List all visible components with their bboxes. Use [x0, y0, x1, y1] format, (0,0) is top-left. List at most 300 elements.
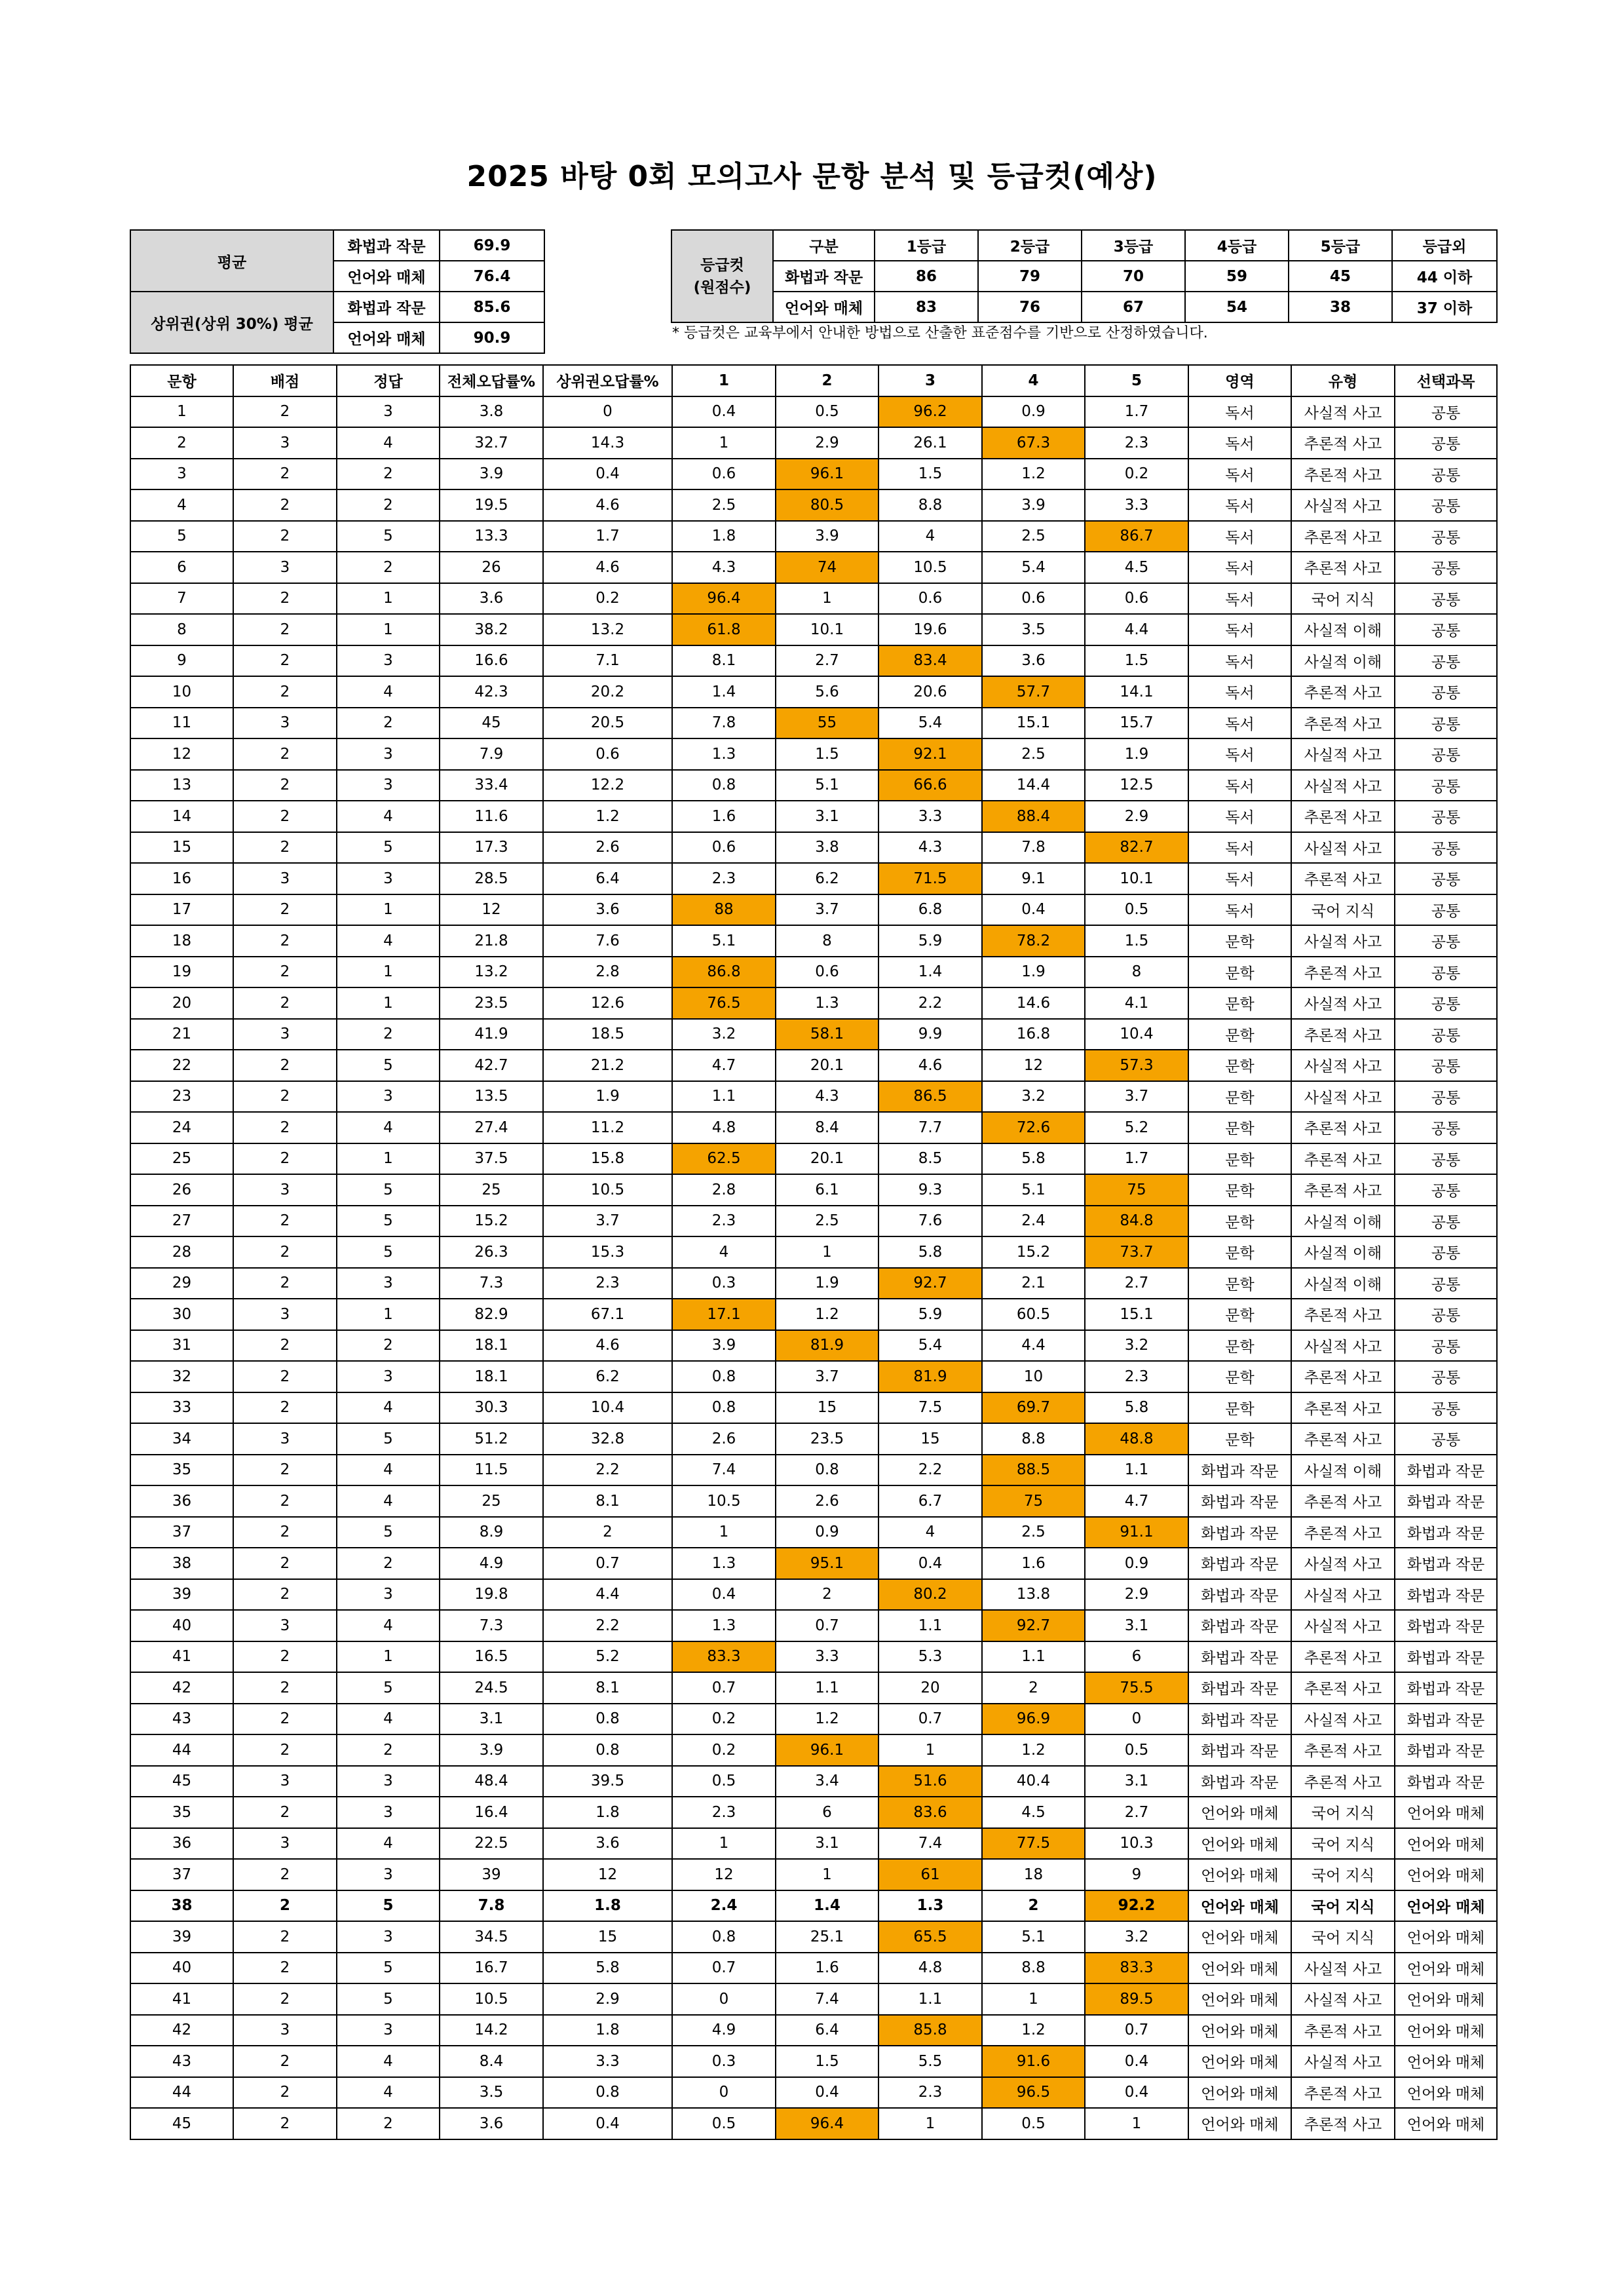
- choice-rate-cell: 1: [672, 1517, 776, 1548]
- table-cell: 추론적 사고: [1291, 2015, 1395, 2046]
- table-cell: 0.8: [543, 2077, 672, 2109]
- table-cell: 34.5: [440, 1921, 543, 1953]
- table-cell: 21.8: [440, 925, 543, 957]
- choice-rate-cell: 0.5: [672, 2108, 776, 2139]
- table-cell: 4.6: [543, 1330, 672, 1362]
- choice-rate-cell: 92.2: [1085, 1890, 1188, 1922]
- page-title: 2025 바탕 0회 모의고사 문항 분석 및 등급컷(예상): [466, 160, 1158, 193]
- table-cell: 16.7: [440, 1953, 543, 1984]
- table-cell: 43: [130, 2046, 233, 2077]
- table-cell: 4: [337, 2077, 440, 2109]
- table-cell: 2: [337, 708, 440, 739]
- choice-rate-cell: 20: [878, 1672, 982, 1704]
- choice-rate-cell: 69.7: [982, 1392, 1085, 1424]
- choice-rate-cell: 5.6: [776, 676, 878, 708]
- table-cell: 추론적 사고: [1291, 1019, 1395, 1050]
- table-cell: 3.7: [543, 1206, 672, 1237]
- choice-rate-cell: 3.9: [776, 521, 878, 552]
- choice-rate-cell: 1.1: [1085, 1455, 1188, 1486]
- table-cell: 4: [337, 1610, 440, 1641]
- table-row: [130, 396, 1497, 428]
- choice-rate-cell: 2.9: [1085, 1579, 1188, 1611]
- table-cell: 문학: [1188, 1050, 1291, 1081]
- table-cell: 18: [130, 925, 233, 957]
- table-cell: 3: [337, 1766, 440, 1797]
- table-cell: 추론적 사고: [1291, 2108, 1395, 2139]
- table-cell: 언어와 매체: [1188, 1983, 1291, 2015]
- choice-rate-cell: 77.5: [982, 1828, 1085, 1860]
- table-cell: 추론적 사고: [1291, 552, 1395, 583]
- table-cell: 3: [337, 1921, 440, 1953]
- table-row: [130, 1610, 1497, 1641]
- table-cell: 5: [337, 1206, 440, 1237]
- table-cell: 화법과 작문: [1188, 1579, 1291, 1611]
- table-cell: 언어와 매체: [1395, 1983, 1497, 2015]
- table-cell: 2: [233, 583, 337, 615]
- table-cell: 사실적 사고: [1291, 1579, 1395, 1611]
- table-cell: 독서: [1188, 863, 1291, 894]
- choice-rate-cell: 23.5: [776, 1423, 878, 1455]
- choice-rate-cell: 4.7: [672, 1050, 776, 1081]
- table-cell: 언어와 매체: [1188, 2015, 1291, 2046]
- table-cell: 추론적 사고: [1291, 1174, 1395, 1206]
- choice-rate-cell: 40.4: [982, 1766, 1085, 1797]
- choice-rate-cell: 2: [776, 1579, 878, 1611]
- table-cell: 1: [337, 957, 440, 988]
- table-cell: 화법과 작문: [1188, 1610, 1291, 1641]
- choice-rate-cell: 1.5: [878, 459, 982, 490]
- choice-rate-cell: 0.5: [1085, 1734, 1188, 1766]
- choice-rate-cell: 2.3: [1085, 1361, 1188, 1392]
- average-value: 85.6: [440, 292, 544, 322]
- choice-rate-cell: 10.5: [672, 1485, 776, 1517]
- table-cell: 3: [233, 2015, 337, 2046]
- choice-rate-cell: 1.1: [776, 1672, 878, 1704]
- table-cell: 추론적 사고: [1291, 1517, 1395, 1548]
- table-cell: 화법과 작문: [1395, 1766, 1497, 1797]
- table-row: [130, 1112, 1497, 1143]
- table-cell: 사실적 사고: [1291, 1548, 1395, 1579]
- choice-rate-cell: 3.7: [1085, 1081, 1188, 1113]
- table-cell: 32.8: [543, 1423, 672, 1455]
- table-cell: 4: [337, 1485, 440, 1517]
- table-cell: 화법과 작문: [1395, 1455, 1497, 1486]
- choice-rate-cell: 2.4: [982, 1206, 1085, 1237]
- choice-rate-cell: 0.3: [672, 2046, 776, 2077]
- choice-rate-cell: 15.1: [982, 708, 1085, 739]
- table-cell: 30: [130, 1299, 233, 1330]
- choice-rate-cell: 14.6: [982, 987, 1085, 1019]
- table-cell: 32.7: [440, 427, 543, 459]
- table-cell: 37.5: [440, 1143, 543, 1175]
- choice-rate-cell: 0.7: [672, 1672, 776, 1704]
- table-cell: 38: [130, 1548, 233, 1579]
- choice-rate-cell: 1.3: [672, 1548, 776, 1579]
- table-cell: 38: [130, 1890, 233, 1922]
- table-cell: 24.5: [440, 1672, 543, 1704]
- choice-rate-cell: 4.3: [776, 1081, 878, 1113]
- table-cell: 4: [337, 2046, 440, 2077]
- table-cell: 공통: [1395, 614, 1497, 645]
- table-cell: 추론적 사고: [1291, 521, 1395, 552]
- cutoff-header: 5등급: [1289, 230, 1392, 261]
- choice-rate-cell: 0.2: [672, 1704, 776, 1735]
- table-cell: 추론적 사고: [1291, 1672, 1395, 1704]
- table-cell: 사실적 사고: [1291, 1953, 1395, 1984]
- table-cell: 공통: [1395, 894, 1497, 926]
- table-cell: 5.8: [543, 1953, 672, 1984]
- table-cell: 0.2: [543, 583, 672, 615]
- table-row: [130, 1953, 1497, 1984]
- table-cell: 공통: [1395, 1081, 1497, 1113]
- table-cell: 12.6: [543, 987, 672, 1019]
- table-cell: 14.3: [543, 427, 672, 459]
- table-cell: 13.2: [440, 957, 543, 988]
- choice-rate-cell: 88: [672, 894, 776, 926]
- table-cell: 82.9: [440, 1299, 543, 1330]
- table-cell: 공통: [1395, 1050, 1497, 1081]
- choice-rate-cell: 1.5: [776, 2046, 878, 2077]
- table-cell: 언어와 매체: [1395, 1921, 1497, 1953]
- choice-rate-cell: 48.8: [1085, 1423, 1188, 1455]
- table-cell: 사실적 사고: [1291, 1610, 1395, 1641]
- table-cell: 45: [130, 1766, 233, 1797]
- table-cell: 3.9: [440, 1734, 543, 1766]
- choice-rate-cell: 0.6: [672, 459, 776, 490]
- table-cell: 4: [130, 489, 233, 521]
- table-cell: 사실적 사고: [1291, 738, 1395, 770]
- table-cell: 2: [233, 1330, 337, 1362]
- table-row: [130, 645, 1497, 677]
- choice-rate-cell: 0.6: [982, 583, 1085, 615]
- table-cell: 1: [337, 1143, 440, 1175]
- table-cell: 45: [440, 708, 543, 739]
- table-cell: 공통: [1395, 1112, 1497, 1143]
- table-row: [130, 770, 1497, 801]
- table-cell: 화법과 작문: [1395, 1485, 1497, 1517]
- table-row: [130, 1423, 1497, 1455]
- table-cell: 국어 지식: [1291, 583, 1395, 615]
- table-cell: 화법과 작문: [1395, 1548, 1497, 1579]
- table-cell: 2: [233, 894, 337, 926]
- table-cell: 추론적 사고: [1291, 676, 1395, 708]
- table-cell: 공통: [1395, 1330, 1497, 1362]
- choice-rate-cell: 1.4: [878, 957, 982, 988]
- choice-rate-cell: 0.8: [672, 1392, 776, 1424]
- average-value: 90.9: [440, 322, 544, 353]
- choice-rate-cell: 75: [982, 1485, 1085, 1517]
- choice-rate-cell: 72.6: [982, 1112, 1085, 1143]
- table-cell: 35: [130, 1797, 233, 1828]
- choice-rate-cell: 55: [776, 708, 878, 739]
- table-cell: 25: [440, 1485, 543, 1517]
- choice-rate-cell: 75.5: [1085, 1672, 1188, 1704]
- table-cell: 추론적 사고: [1291, 1734, 1395, 1766]
- choice-rate-cell: 1.5: [776, 738, 878, 770]
- cutoff-header: 3등급: [1082, 230, 1185, 261]
- table-cell: 16.6: [440, 645, 543, 677]
- choice-rate-cell: 3.7: [776, 894, 878, 926]
- table-cell: 공통: [1395, 552, 1497, 583]
- cutoff-cell: 44 이하: [1392, 261, 1497, 292]
- choice-rate-cell: 88.5: [982, 1455, 1085, 1486]
- table-cell: 3: [233, 427, 337, 459]
- choice-rate-cell: 2.4: [672, 1890, 776, 1922]
- table-cell: 공통: [1395, 1174, 1497, 1206]
- table-cell: 3: [337, 2015, 440, 2046]
- choice-rate-cell: 10.1: [776, 614, 878, 645]
- table-cell: 6.2: [543, 1361, 672, 1392]
- table-cell: 2: [233, 1983, 337, 2015]
- choice-rate-cell: 96.4: [672, 583, 776, 615]
- table-cell: 공통: [1395, 987, 1497, 1019]
- table-cell: 사실적 사고: [1291, 1050, 1395, 1081]
- column-header: 4: [982, 365, 1085, 396]
- table-cell: 언어와 매체: [1395, 2108, 1497, 2139]
- table-cell: 언어와 매체: [1188, 1921, 1291, 1953]
- table-cell: 3: [337, 738, 440, 770]
- table-cell: 40: [130, 1610, 233, 1641]
- table-cell: 화법과 작문: [1188, 1548, 1291, 1579]
- table-cell: 2: [233, 396, 337, 428]
- table-row: [130, 708, 1497, 739]
- choice-rate-cell: 2.7: [776, 645, 878, 677]
- choice-rate-cell: 0.8: [672, 1361, 776, 1392]
- choice-rate-cell: 92.1: [878, 738, 982, 770]
- choice-rate-cell: 8.8: [982, 1423, 1085, 1455]
- table-cell: 화법과 작문: [1188, 1704, 1291, 1735]
- table-row: [130, 1983, 1497, 2015]
- table-cell: 3.9: [440, 459, 543, 490]
- column-header: 배점: [233, 365, 337, 396]
- table-row: [130, 1517, 1497, 1548]
- choice-rate-cell: 83.3: [672, 1641, 776, 1673]
- choice-rate-cell: 1.1: [982, 1641, 1085, 1673]
- choice-rate-cell: 1.8: [672, 521, 776, 552]
- table-cell: 27.4: [440, 1112, 543, 1143]
- table-cell: 추론적 사고: [1291, 801, 1395, 832]
- choice-rate-cell: 0.7: [776, 1610, 878, 1641]
- table-cell: 문학: [1188, 1268, 1291, 1299]
- table-cell: 3: [130, 459, 233, 490]
- choice-rate-cell: 7.4: [878, 1828, 982, 1860]
- choice-rate-cell: 1.9: [776, 1268, 878, 1299]
- table-cell: 11: [130, 708, 233, 739]
- choice-rate-cell: 4.8: [672, 1112, 776, 1143]
- table-cell: 4: [337, 427, 440, 459]
- table-row: [130, 1797, 1497, 1828]
- table-cell: 공통: [1395, 1143, 1497, 1175]
- choice-rate-cell: 4.4: [1085, 614, 1188, 645]
- choice-rate-cell: 0.4: [776, 2077, 878, 2109]
- table-cell: 언어와 매체: [1395, 1828, 1497, 1860]
- column-header: 영역: [1188, 365, 1291, 396]
- table-row: [130, 894, 1497, 926]
- choice-rate-cell: 1.3: [878, 1890, 982, 1922]
- choice-rate-cell: 1.5: [1085, 645, 1188, 677]
- choice-rate-cell: 2.3: [672, 1206, 776, 1237]
- table-row: [130, 1236, 1497, 1268]
- choice-rate-cell: 3.1: [1085, 1610, 1188, 1641]
- table-row: [130, 1392, 1497, 1424]
- column-header: 3: [878, 365, 982, 396]
- choice-rate-cell: 81.9: [776, 1330, 878, 1362]
- table-cell: 4: [337, 801, 440, 832]
- choice-rate-cell: 0.4: [1085, 2046, 1188, 2077]
- table-cell: 3.6: [440, 2108, 543, 2139]
- choice-rate-cell: 2: [982, 1672, 1085, 1704]
- table-cell: 44: [130, 1734, 233, 1766]
- table-cell: 독서: [1188, 676, 1291, 708]
- table-cell: 5.2: [543, 1641, 672, 1673]
- choice-rate-cell: 51.6: [878, 1766, 982, 1797]
- table-cell: 공통: [1395, 738, 1497, 770]
- grade-cutoff-table: [671, 229, 1498, 323]
- choice-rate-cell: 0.6: [776, 957, 878, 988]
- table-cell: 7.8: [440, 1890, 543, 1922]
- table-cell: 사실적 사고: [1291, 987, 1395, 1019]
- table-cell: 2: [233, 521, 337, 552]
- choice-rate-cell: 13.8: [982, 1579, 1085, 1611]
- choice-rate-cell: 3.8: [776, 832, 878, 864]
- choice-rate-cell: 1: [1085, 2108, 1188, 2139]
- average-value: 69.9: [440, 230, 544, 261]
- table-cell: 문학: [1188, 925, 1291, 957]
- table-cell: 3: [337, 863, 440, 894]
- table-cell: 0.8: [543, 1734, 672, 1766]
- choice-rate-cell: 20.6: [878, 676, 982, 708]
- choice-rate-cell: 73.7: [1085, 1236, 1188, 1268]
- table-cell: 공통: [1395, 1392, 1497, 1424]
- choice-rate-cell: 7.5: [878, 1392, 982, 1424]
- table-cell: 14: [130, 801, 233, 832]
- table-cell: 5: [337, 1050, 440, 1081]
- item-analysis-table: [130, 364, 1498, 2140]
- table-cell: 42.7: [440, 1050, 543, 1081]
- table-cell: 언어와 매체: [1188, 1859, 1291, 1890]
- choice-rate-cell: 2.3: [878, 2077, 982, 2109]
- choice-rate-cell: 0.2: [1085, 459, 1188, 490]
- choice-rate-cell: 5.1: [672, 925, 776, 957]
- table-cell: 3: [337, 1859, 440, 1890]
- table-cell: 공통: [1395, 863, 1497, 894]
- choice-rate-cell: 4.5: [982, 1797, 1085, 1828]
- table-cell: 언어와 매체: [1395, 1859, 1497, 1890]
- table-row: [130, 521, 1497, 552]
- choice-rate-cell: 12.5: [1085, 770, 1188, 801]
- table-cell: 3: [233, 1423, 337, 1455]
- choice-rate-cell: 1.6: [672, 801, 776, 832]
- table-cell: 3: [233, 1766, 337, 1797]
- choice-rate-cell: 96.1: [776, 459, 878, 490]
- table-cell: 독서: [1188, 583, 1291, 615]
- choice-rate-cell: 58.1: [776, 1019, 878, 1050]
- table-row: [130, 1299, 1497, 1330]
- table-cell: 언어와 매체: [1395, 1953, 1497, 1984]
- choice-rate-cell: 8.8: [982, 1953, 1085, 1984]
- table-cell: 1: [130, 396, 233, 428]
- table-cell: 추론적 사고: [1291, 1485, 1395, 1517]
- table-cell: 25: [440, 1174, 543, 1206]
- choice-rate-cell: 92.7: [982, 1610, 1085, 1641]
- choice-rate-cell: 75: [1085, 1174, 1188, 1206]
- table-row: [130, 1672, 1497, 1704]
- choice-rate-cell: 15: [776, 1392, 878, 1424]
- choice-rate-cell: 9.9: [878, 1019, 982, 1050]
- choice-rate-cell: 8: [1085, 957, 1188, 988]
- table-cell: 2: [233, 1485, 337, 1517]
- choice-rate-cell: 3.1: [776, 801, 878, 832]
- table-cell: 사실적 사고: [1291, 1983, 1395, 2015]
- table-cell: 2: [233, 1112, 337, 1143]
- choice-rate-cell: 1.3: [672, 1610, 776, 1641]
- table-cell: 2: [233, 489, 337, 521]
- cutoff-cell: 화법과 작문: [773, 261, 875, 292]
- table-cell: 2: [233, 1859, 337, 1890]
- table-cell: 2: [233, 1236, 337, 1268]
- choice-rate-cell: 1.2: [776, 1704, 878, 1735]
- choice-rate-cell: 96.2: [878, 396, 982, 428]
- choice-rate-cell: 7.4: [672, 1455, 776, 1486]
- table-cell: 4.6: [543, 552, 672, 583]
- table-cell: 17.3: [440, 832, 543, 864]
- table-cell: 37: [130, 1859, 233, 1890]
- choice-rate-cell: 0.8: [672, 770, 776, 801]
- table-cell: 2: [337, 489, 440, 521]
- table-cell: 독서: [1188, 738, 1291, 770]
- top-average-label: 상위권(상위 30%) 평균: [130, 292, 333, 353]
- table-cell: 10.5: [543, 1174, 672, 1206]
- table-cell: 20.5: [543, 708, 672, 739]
- choice-rate-cell: 0.5: [776, 396, 878, 428]
- choice-rate-cell: 91.6: [982, 2046, 1085, 2077]
- table-cell: 3: [337, 396, 440, 428]
- choice-rate-cell: 86.5: [878, 1081, 982, 1113]
- table-cell: 19.5: [440, 489, 543, 521]
- choice-rate-cell: 3.5: [982, 614, 1085, 645]
- choice-rate-cell: 57.7: [982, 676, 1085, 708]
- table-cell: 24: [130, 1112, 233, 1143]
- table-cell: 11.6: [440, 801, 543, 832]
- column-header: 상위권오답률%: [543, 365, 672, 396]
- cutoff-cell: 79: [978, 261, 1082, 292]
- choice-rate-cell: 1.7: [1085, 1143, 1188, 1175]
- choice-rate-cell: 3.3: [878, 801, 982, 832]
- choice-rate-cell: 1.6: [776, 1953, 878, 1984]
- cutoff-header: 구분: [773, 230, 875, 261]
- table-cell: 6.4: [543, 863, 672, 894]
- table-cell: 사실적 사고: [1291, 1330, 1395, 1362]
- choice-rate-cell: 2.6: [672, 1423, 776, 1455]
- choice-rate-cell: 0.4: [878, 1548, 982, 1579]
- table-cell: 27: [130, 1206, 233, 1237]
- choice-rate-cell: 6: [1085, 1641, 1188, 1673]
- table-cell: 3: [337, 770, 440, 801]
- table-cell: 문학: [1188, 1019, 1291, 1050]
- choice-rate-cell: 1.3: [776, 987, 878, 1019]
- table-cell: 41.9: [440, 1019, 543, 1050]
- choice-rate-cell: 71.5: [878, 863, 982, 894]
- table-row: [130, 801, 1497, 832]
- table-cell: 공통: [1395, 770, 1497, 801]
- table-cell: 33: [130, 1392, 233, 1424]
- table-cell: 화법과 작문: [1188, 1485, 1291, 1517]
- table-cell: 36: [130, 1485, 233, 1517]
- table-cell: 16.4: [440, 1797, 543, 1828]
- choice-rate-cell: 96.4: [776, 2108, 878, 2139]
- choice-rate-cell: 1: [776, 1236, 878, 1268]
- table-cell: 39.5: [543, 1766, 672, 1797]
